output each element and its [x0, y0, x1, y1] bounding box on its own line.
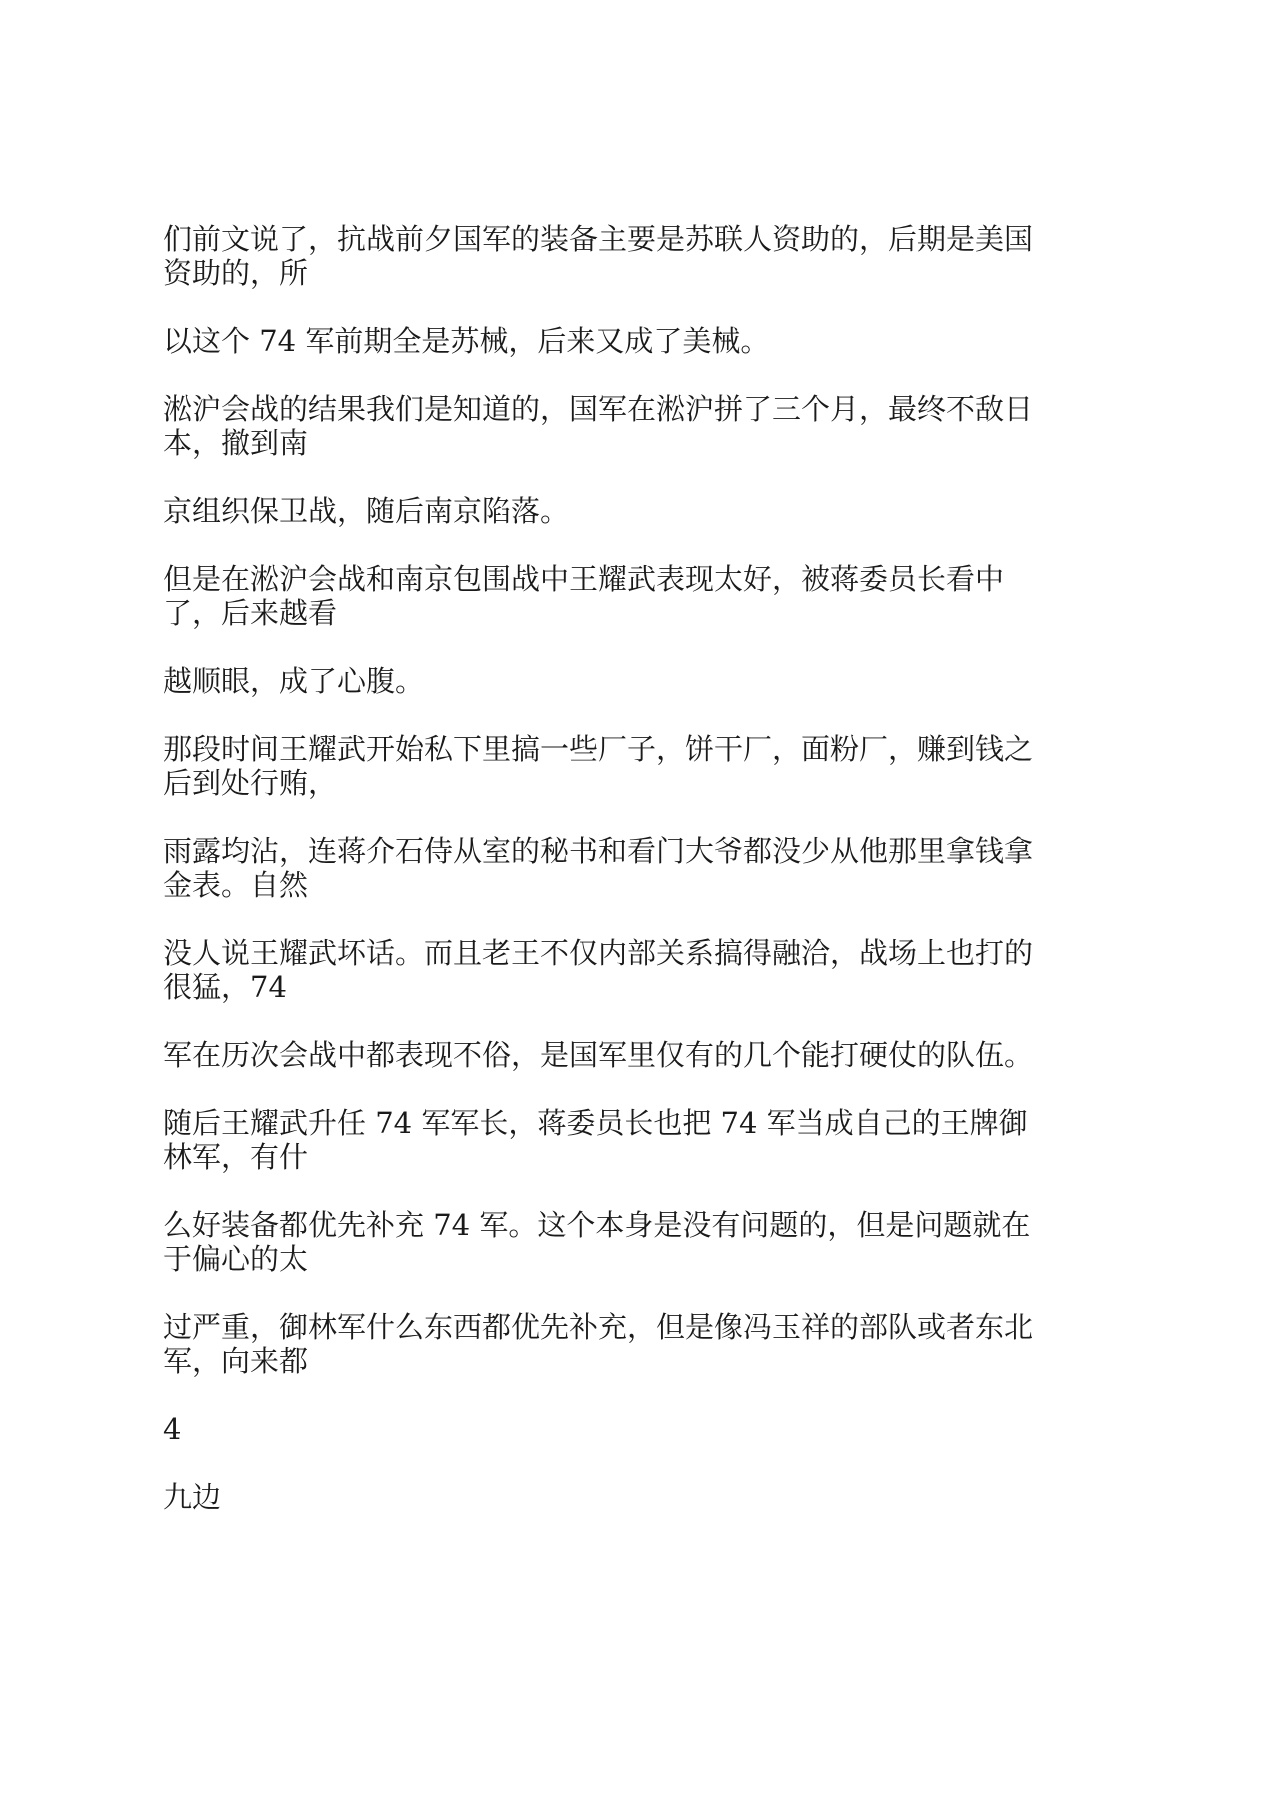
paragraph-13	[163, 1310, 1108, 1378]
paragraph-line: 军，向来都	[163, 1344, 309, 1378]
page-number: 4	[163, 1412, 182, 1446]
paragraph-line: 京组织保卫战，随后南京陷落。	[163, 494, 570, 528]
paragraph-line: 过严重，御林军什么东西都优先补充，但是像冯玉祥的部队或者东北	[163, 1310, 1034, 1344]
paragraph-6	[163, 664, 1108, 698]
paragraph-line: 雨露均沾，连蒋介石侍从室的秘书和看门大爷都没少从他那里拿钱拿	[163, 834, 1034, 868]
paragraph-4	[163, 494, 1108, 528]
paragraph-line: 没人说王耀武坏话。而且老王不仅内部关系搞得融洽，战场上也打的	[163, 936, 1034, 970]
paragraph-line: 本，撤到南	[163, 426, 309, 460]
paragraph-line: 以这个 74 军前期全是苏械，后来又成了美械。	[163, 324, 770, 358]
paragraph-1	[163, 222, 1108, 290]
paragraph-line: 于偏心的太	[163, 1242, 309, 1276]
paragraph-line: 后到处行贿，	[163, 766, 338, 800]
paragraph-5	[163, 562, 1108, 630]
paragraph-line: 林军，有什	[163, 1140, 309, 1174]
paragraph-line: 了，后来越看	[163, 596, 338, 630]
paragraph-line: 很猛，74	[163, 970, 287, 1004]
paragraph-line: 资助的，所	[163, 256, 309, 290]
paragraph-10	[163, 1038, 1108, 1072]
paragraph-line: 们前文说了，抗战前夕国军的装备主要是苏联人资助的，后期是美国	[163, 222, 1034, 256]
paragraph-7	[163, 732, 1108, 800]
paragraph-line: 军在历次会战中都表现不俗，是国军里仅有的几个能打硬仗的队伍。	[163, 1038, 1034, 1072]
paragraph-12	[163, 1208, 1108, 1276]
paragraph-9	[163, 936, 1108, 1004]
paragraph-line: 金表。自然	[163, 868, 309, 902]
paragraph-line: 那段时间王耀武开始私下里搞一些厂子，饼干厂，面粉厂，赚到钱之	[163, 732, 1034, 766]
paragraph-8	[163, 834, 1108, 902]
document-body	[163, 222, 1108, 1514]
paragraph-3	[163, 392, 1108, 460]
paragraph-line: 么好装备都优先补充 74 军。这个本身是没有问题的，但是问题就在	[163, 1208, 1031, 1242]
paragraph-line: 随后王耀武升任 74 军军长，蒋委员长也把 74 军当成自己的王牌御	[163, 1106, 1028, 1140]
paragraph-line: 淞沪会战的结果我们是知道的，国军在淞沪拼了三个月，最终不敌日	[163, 392, 1034, 426]
paragraph-line: 但是在淞沪会战和南京包围战中王耀武表现太好，被蒋委员长看中	[163, 562, 1005, 596]
paragraph-11	[163, 1106, 1108, 1174]
paragraph-2	[163, 324, 1108, 358]
paragraph-line: 越顺眼，成了心腹。	[163, 664, 425, 698]
footer-label: 九边	[163, 1480, 222, 1514]
